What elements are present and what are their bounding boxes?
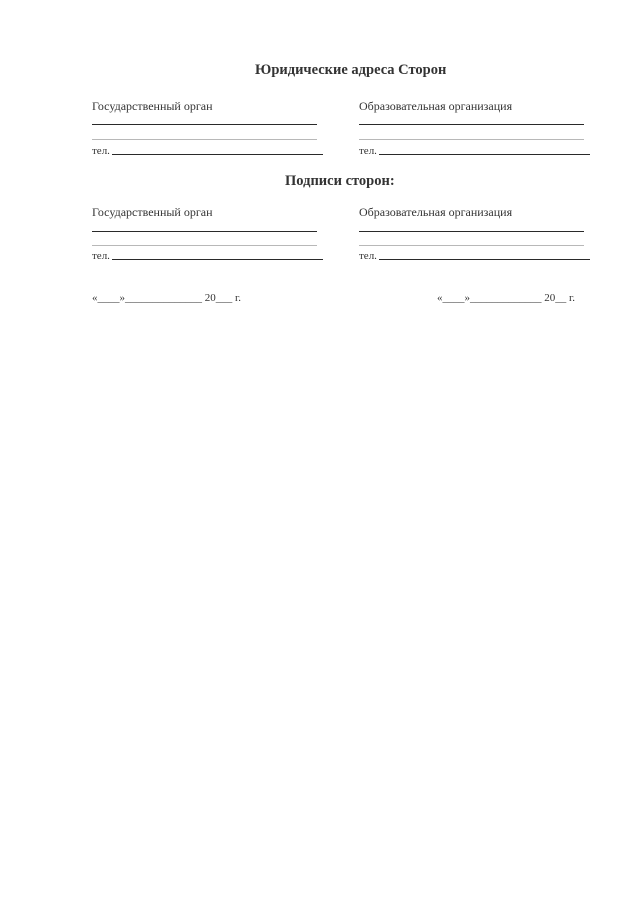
addresses-right-tel-line: [379, 154, 590, 155]
addresses-title: Юридические адреса Сторон: [255, 62, 447, 78]
addresses-left-line-2: [92, 139, 317, 140]
addresses-left-tel-label: тел.: [92, 145, 110, 157]
signatures-right-line-1: [359, 231, 584, 232]
addresses-right-org: Образовательная организация: [359, 99, 513, 113]
addresses-left-line-1: [92, 124, 317, 125]
addresses-right-line-2: [359, 139, 584, 140]
addresses-right-line-1: [359, 124, 584, 125]
signatures-left-line-1: [92, 231, 317, 232]
signatures-left-tel-label: тел.: [92, 250, 110, 262]
signatures-right-org: Образовательная организация: [359, 205, 513, 219]
signatures-right-line-2: [359, 245, 584, 246]
signatures-left-line-2: [92, 245, 317, 246]
signatures-title: Подписи сторон:: [285, 173, 395, 189]
date-right: «____»_____________ 20__ г.: [437, 292, 576, 304]
date-left: «____»______________ 20___ г.: [92, 292, 242, 304]
signatures-right-tel-label: тел.: [359, 250, 377, 262]
addresses-left-org: Государственный орган: [92, 99, 213, 113]
signatures-left-org: Государственный орган: [92, 205, 213, 219]
signatures-right-tel-line: [379, 259, 590, 260]
addresses-right-tel-label: тел.: [359, 145, 377, 157]
signatures-left-tel-line: [112, 259, 323, 260]
addresses-left-tel-line: [112, 154, 323, 155]
